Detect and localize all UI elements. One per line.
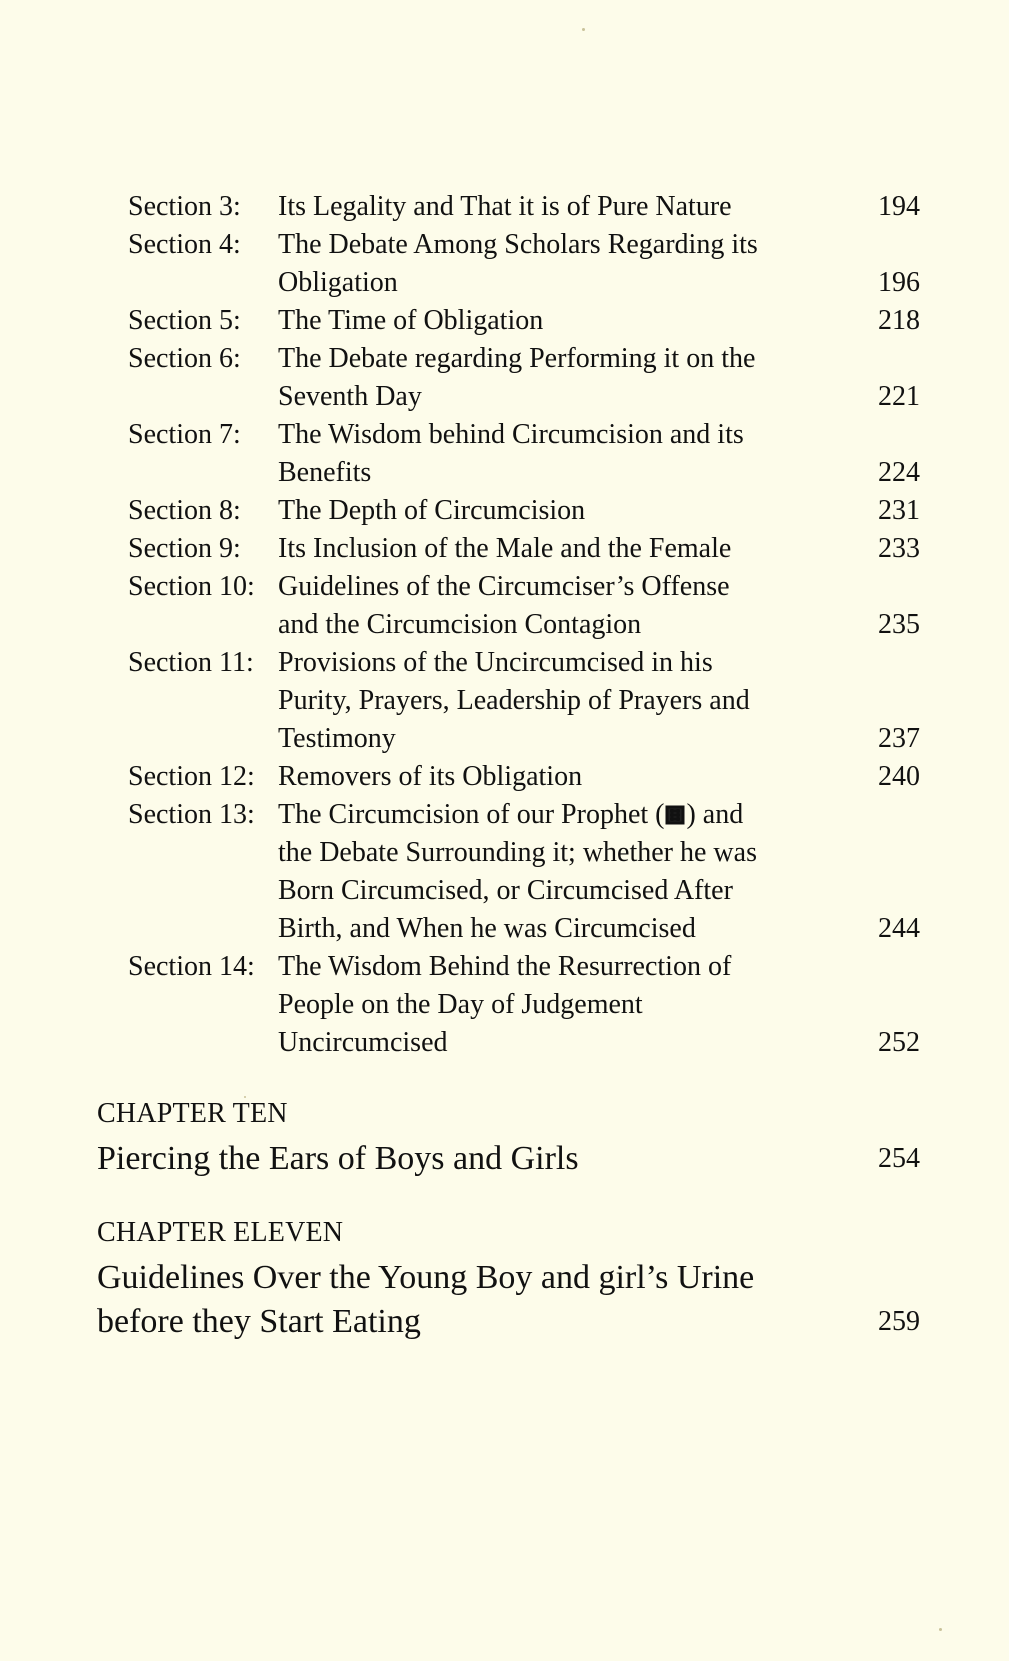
chapter-label: CHAPTER ELEVEN: [97, 1217, 344, 1248]
page-number: 224: [878, 457, 920, 488]
section-title: The Wisdom Behind the Resurrection of: [278, 951, 732, 982]
toc-entry[interactable]: [128, 301, 920, 339]
section-title-continuation: the Debate Surrounding it; whether he was: [278, 837, 757, 868]
section-title: Provisions of the Uncircumcised in his: [278, 647, 713, 678]
section-title-continuation: Testimony: [278, 723, 396, 754]
page-number: 252: [878, 1027, 920, 1058]
section-title-continuation: People on the Day of Judgement: [278, 989, 643, 1020]
section-title: The Debate regarding Performing it on the: [278, 343, 756, 374]
section-number: Section 14:: [128, 951, 255, 982]
section-title: The Debate Among Scholars Regarding its: [278, 229, 758, 260]
toc-entry[interactable]: [128, 529, 920, 567]
section-title-continuation: Uncircumcised: [278, 1027, 448, 1058]
section-number: Section 10:: [128, 571, 255, 602]
page-number: 237: [878, 723, 920, 754]
section-number: Section 7:: [128, 419, 241, 450]
section-title-continuation: and the Circumcision Contagion: [278, 609, 642, 640]
page-number: 254: [878, 1143, 920, 1174]
section-title: Guidelines of the Circumciser’s Offense: [278, 571, 730, 602]
section-number: Section 4:: [128, 229, 241, 260]
page-number: 231: [878, 495, 920, 526]
chapter-title[interactable]: Piercing the Ears of Boys and Girls: [97, 1140, 579, 1177]
section-title: The Circumcision of our Prophet ( ) and: [278, 799, 744, 830]
paper-speck: [244, 1096, 246, 1098]
chapter-label: CHAPTER TEN: [97, 1098, 288, 1129]
section-title-continuation: Purity, Prayers, Leadership of Prayers and: [278, 685, 750, 716]
toc-entry[interactable]: [128, 795, 920, 947]
page-number: 244: [878, 913, 920, 944]
section-number: Section 3:: [128, 191, 241, 222]
section-number: Section 9:: [128, 533, 241, 564]
section-number: Section 8:: [128, 495, 241, 526]
toc-entry[interactable]: [128, 339, 920, 415]
section-number: Section 5:: [128, 305, 241, 336]
chapter-title[interactable]: before they Start Eating: [97, 1303, 421, 1340]
toc-entry[interactable]: [128, 225, 920, 301]
section-title-continuation: Benefits: [278, 457, 372, 488]
section-title-continuation: Birth, and When he was Circumcised: [278, 913, 696, 944]
toc-entry[interactable]: [128, 567, 920, 643]
page-number: 196: [878, 267, 920, 298]
section-title: The Depth of Circumcision: [278, 495, 586, 526]
section-title: The Wisdom behind Circumcision and its: [278, 419, 744, 450]
section-title: The Time of Obligation: [278, 305, 544, 336]
section-title: Removers of its Obligation: [278, 761, 583, 792]
chapter-title[interactable]: Guidelines Over the Young Boy and girl’s Urine: [97, 1259, 755, 1296]
toc-entry[interactable]: [128, 643, 920, 757]
paper-speck: [582, 28, 585, 31]
page-number: 259: [878, 1306, 920, 1337]
toc-entry[interactable]: [128, 947, 920, 1061]
salutation-seal-icon: [664, 803, 686, 827]
toc-entry[interactable]: [128, 415, 920, 491]
section-number: Section 11:: [128, 647, 254, 678]
section-title-continuation: Obligation: [278, 267, 398, 298]
section-number: Section 12:: [128, 761, 255, 792]
section-title: Its Legality and That it is of Pure Nature: [278, 191, 732, 222]
toc-entry[interactable]: [128, 187, 920, 225]
page-number: 233: [878, 533, 920, 564]
toc-entry[interactable]: [128, 491, 920, 529]
page-number: 218: [878, 305, 920, 336]
section-title-continuation: Born Circumcised, or Circumcised After: [278, 875, 733, 906]
section-number: Section 13:: [128, 799, 255, 830]
page-number: 221: [878, 381, 920, 412]
page-number: 235: [878, 609, 920, 640]
section-number: Section 6:: [128, 343, 241, 374]
page-number: 194: [878, 191, 920, 222]
paper-speck: [939, 1628, 942, 1631]
section-title: Its Inclusion of the Male and the Female: [278, 533, 732, 564]
toc-entry[interactable]: [128, 757, 920, 795]
page-number: 240: [878, 761, 920, 792]
section-title-continuation: Seventh Day: [278, 381, 422, 412]
